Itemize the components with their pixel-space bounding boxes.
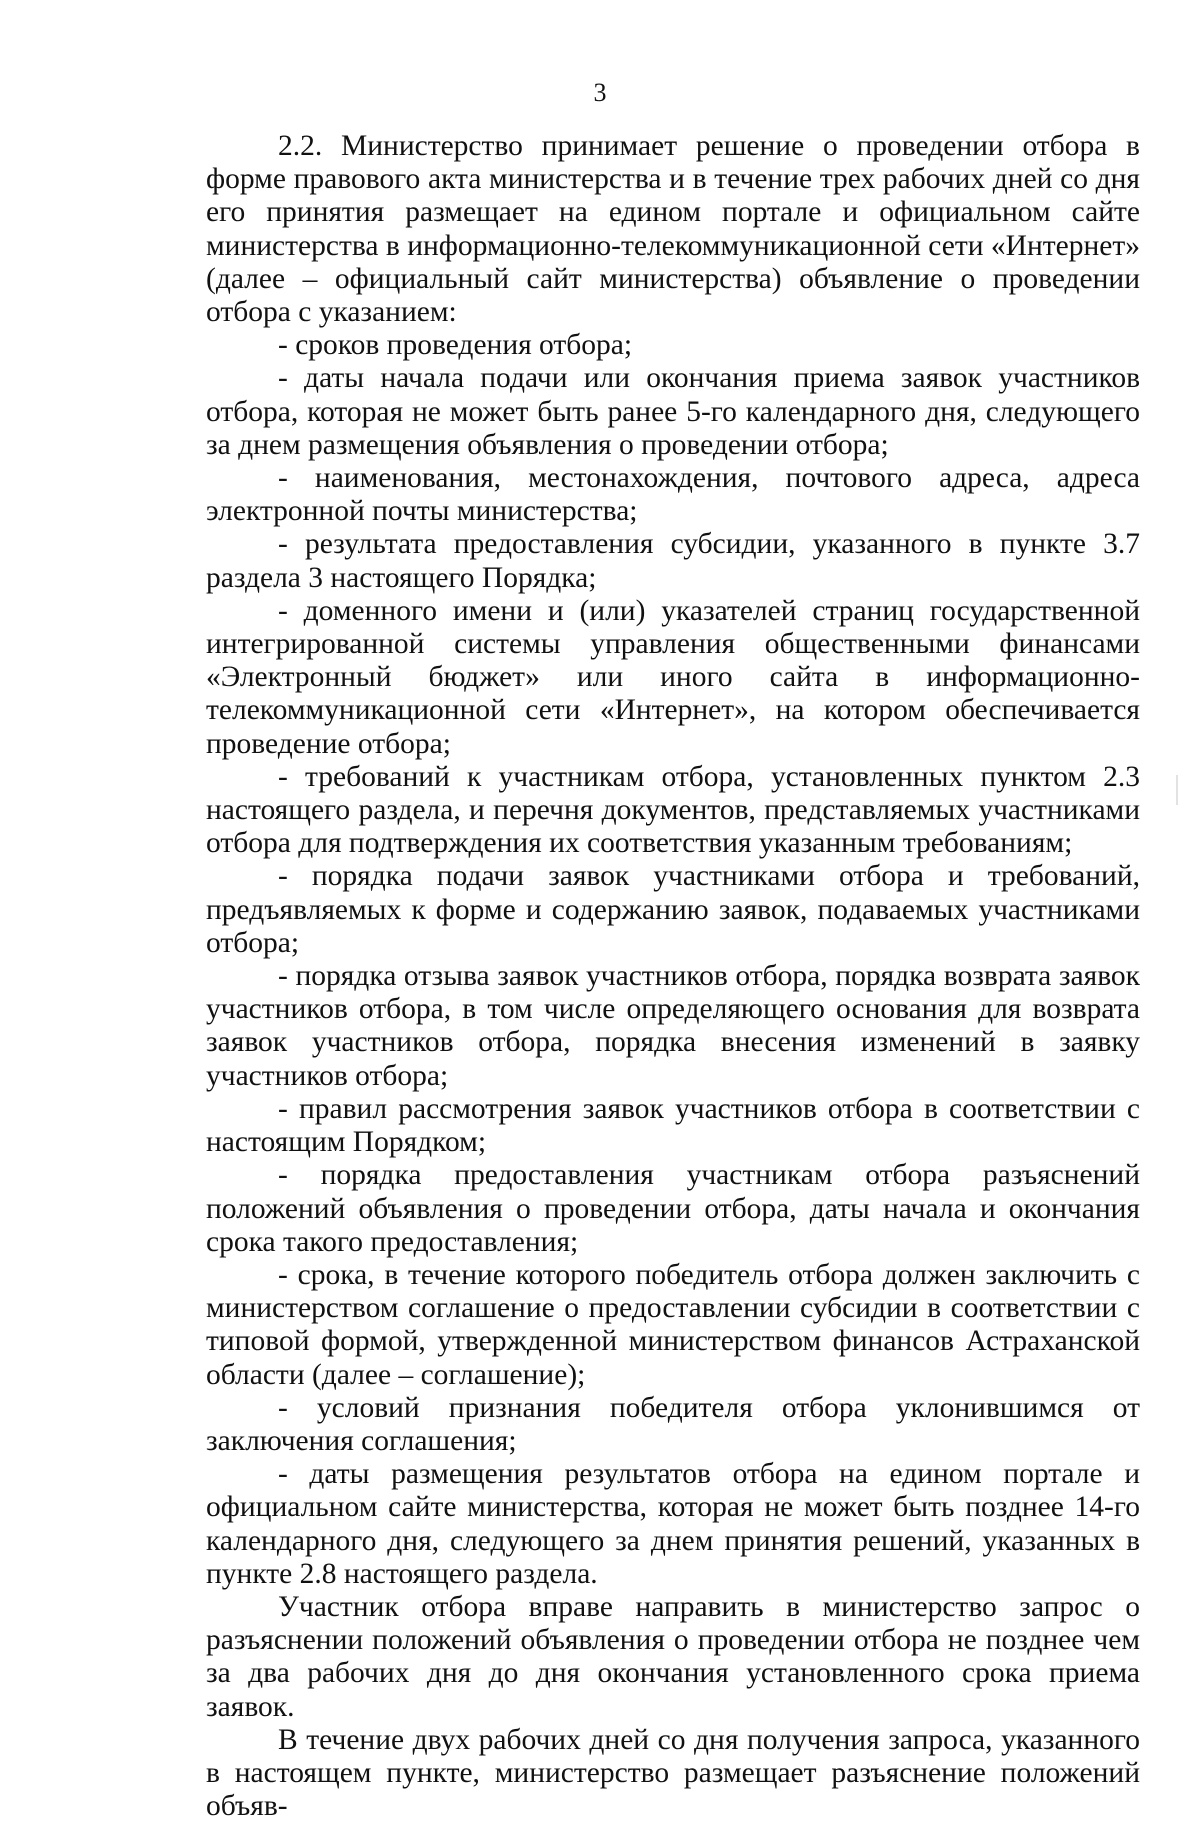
- paragraph-clarification-response: В течение двух рабочих дней со дня получения запроса, указанного в настоящем пункте, министерство размещает разъяснение положений объяв-: [206, 1723, 1140, 1823]
- list-item-requirements: - требований к участникам отбора, установленных пунктом 2.3 настоящего раздела, и перечня документов, представляемых участниками отбора для подтверждения их соответствия указанным требованиям;: [206, 760, 1140, 860]
- list-item-dates: - даты начала подачи или окончания приема заявок участников отбора, которая не может быть ранее 5-го календарного дня, следующего за днем размещения объявления о проведении отбора;: [206, 362, 1140, 461]
- page-number: 3: [593, 78, 607, 107]
- list-item-clarifications: - порядка предоставления участникам отбора разъяснений положений объявления о проведении отбора, даты начала и окончания срока такого предоставления;: [206, 1159, 1140, 1258]
- paragraph-clarification-request: Участник отбора вправе направить в министерство запрос о разъяснении положений объявления о проведении отбора не позднее чем за два рабочих дня до дня окончания установленного срока приема заявок.: [206, 1590, 1140, 1723]
- scan-edge-mark: [1176, 775, 1178, 805]
- list-item-review-rules: - правил рассмотрения заявок участников отбора в соответствии с настоящим Порядком;: [206, 1092, 1140, 1159]
- document-body: [206, 130, 1140, 1823]
- list-item-withdrawal-procedure: - порядка отзыва заявок участников отбора, порядка возврата заявок участников отбора, в том числе определяющего основания для возврата заявок участников отбора, порядка внесения изменений в заявку участников отбора;: [206, 960, 1140, 1092]
- list-item-result: - результата предоставления субсидии, указанного в пункте 3.7 раздела 3 настоящего Порядка;: [206, 528, 1140, 594]
- list-item-application-procedure: - порядка подачи заявок участниками отбора и требований, предъявляемых к форме и содержанию заявок, подаваемых участниками отбора;: [206, 860, 1140, 959]
- list-item-terms: - сроков проведения отбора;: [278, 329, 633, 362]
- list-item-results-publication: - даты размещения результатов отбора на едином портале и официальном сайте министерства, которая не может быть позднее 14-го календарного дня, следующего за днем принятия решений, указанных в пункте 2.8 настоящего раздела.: [206, 1458, 1140, 1590]
- list-item-evasion-conditions: - условий признания победителя отбора уклонившимся от заключения соглашения;: [206, 1391, 1140, 1457]
- list-item-ministry-contacts: - наименования, местонахождения, почтового адреса, адреса электронной почты министерства;: [206, 462, 1140, 528]
- paragraph-2-2-intro: 2.2. Министерство принимает решение о проведении отбора в форме правового акта министерства и в течение трех рабочих дней со дня его принятия размещает на едином портале и официальном сайте министерства в информационно-телекоммуникационной сети «Интернет» (далее – официальный сайт министерства) объявление о проведении отбора с указанием:: [206, 130, 1140, 329]
- list-item-domain-name: - доменного имени и (или) указателей страниц государственной интегрированной системы управления общественными финансами «Электронный бюджет» или иного сайта в информационно-телекоммуникационной сети «Интернет», на котором обеспечивается проведение отбора;: [206, 594, 1140, 760]
- list-item-agreement-term: - срока, в течение которого победитель отбора должен заключить с министерством соглашение о предоставлении субсидии в соответствии с типовой формой, утвержденной министерством финансов Астраханской области (далее – соглашение);: [206, 1258, 1140, 1391]
